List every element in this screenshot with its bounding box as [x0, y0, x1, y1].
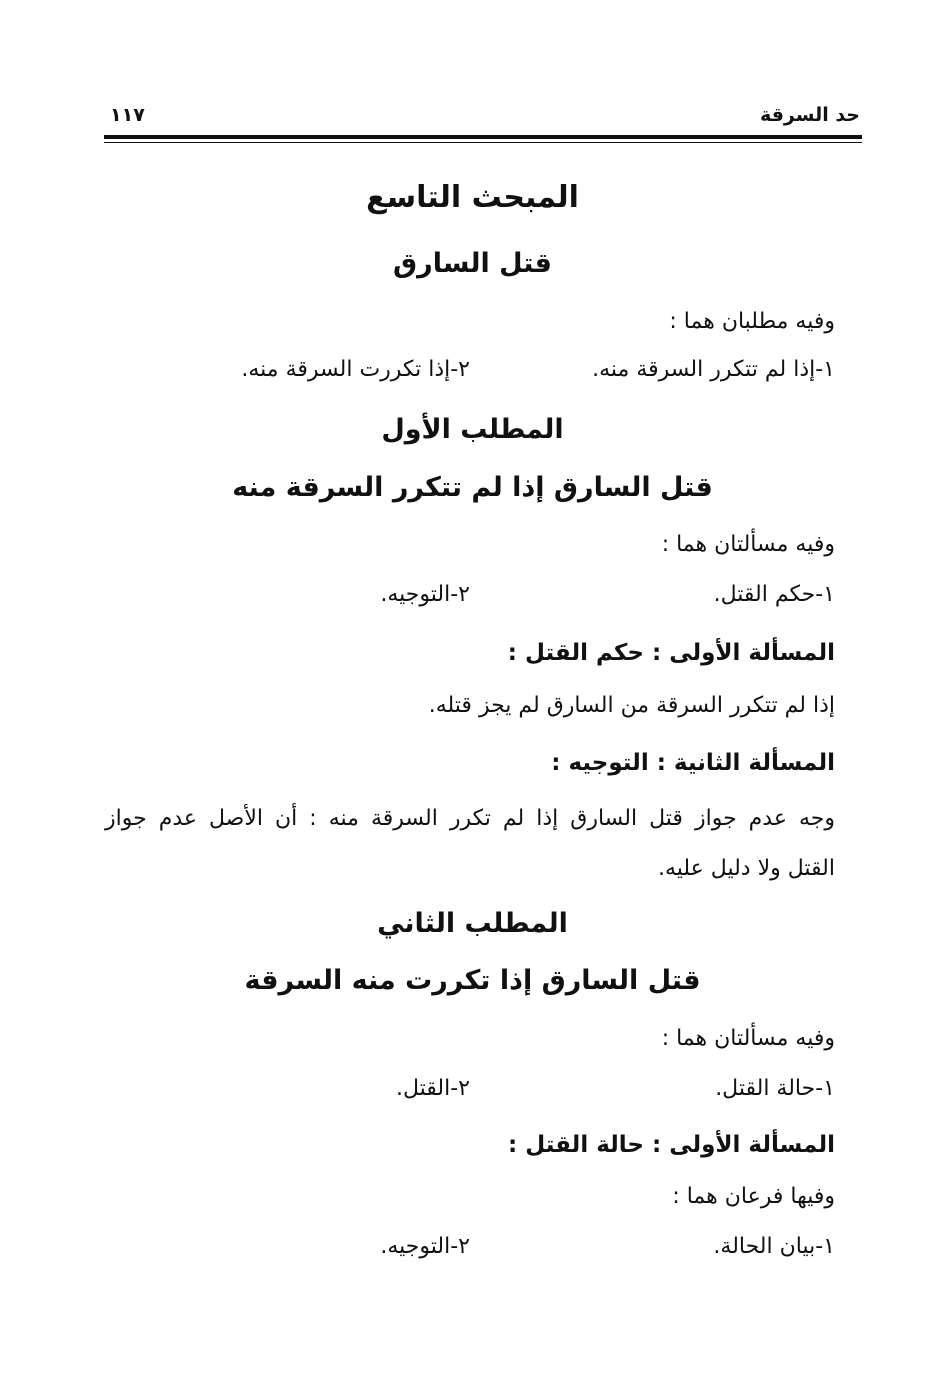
section1-title: قتل السارق إذا لم تتكرر السرقة منه — [232, 472, 713, 503]
section1-q1-text: إذا لم تتكرر السرقة من السارق لم يجز قتله. — [428, 693, 835, 718]
header-rule-thin — [104, 142, 862, 143]
section1-intro: وفيه مسألتان هما : — [661, 532, 835, 557]
running-title: حد السرقة — [759, 104, 860, 126]
section2-q1-item-1: ١-بيان الحالة. — [713, 1234, 835, 1259]
section1-q1-heading: المسألة الأولى : حكم القتل : — [507, 640, 835, 666]
header-rule-thick — [104, 135, 862, 139]
section1-q2-text-line2: القتل ولا دليل عليه. — [657, 856, 835, 881]
chapter-title: قتل السارق — [393, 248, 552, 279]
chapter-item-2: ٢-إذا تكررت السرقة منه. — [241, 357, 470, 382]
section2-intro: وفيه مسألتان هما : — [661, 1026, 835, 1051]
section1-q2-heading: المسألة الثانية : التوجيه : — [551, 750, 835, 776]
section1-heading: المطلب الأول — [381, 414, 564, 445]
section2-item-1: ١-حالة القتل. — [715, 1076, 835, 1101]
section2-q1-heading: المسألة الأولى : حالة القتل : — [508, 1132, 835, 1158]
section1-item-2: ٢-التوجيه. — [380, 582, 470, 607]
chapter-heading: المبحث التاسع — [366, 180, 579, 215]
section2-heading: المطلب الثاني — [377, 908, 568, 939]
section2-item-2: ٢-القتل. — [395, 1076, 470, 1101]
page-number: ١١٧ — [110, 104, 145, 126]
section2-title: قتل السارق إذا تكررت منه السرقة — [244, 965, 701, 996]
chapter-item-1: ١-إذا لم تتكرر السرقة منه. — [592, 357, 835, 382]
section1-item-1: ١-حكم القتل. — [713, 582, 835, 607]
section2-q1-intro: وفيها فرعان هما : — [672, 1184, 835, 1209]
section2-q1-item-2: ٢-التوجيه. — [380, 1234, 470, 1259]
page-header — [104, 104, 860, 126]
chapter-intro: وفيه مطلبان هما : — [669, 309, 835, 334]
section1-q2-text-line1: وجه عدم جواز قتل السارق إذا لم تكرر السرقة منه : أن الأصل عدم جواز — [105, 806, 835, 831]
